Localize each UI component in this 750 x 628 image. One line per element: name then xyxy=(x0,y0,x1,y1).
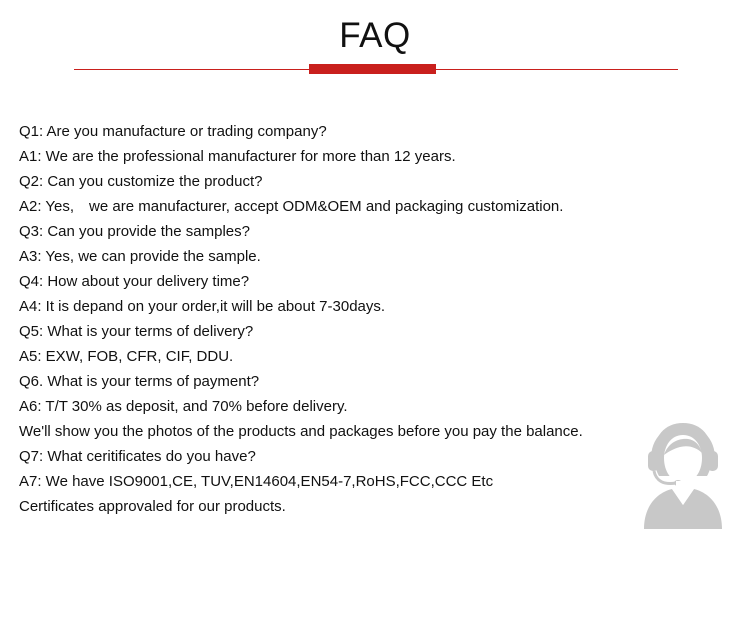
customer-service-agent-icon xyxy=(640,421,726,531)
faq-question-1: Q1: Are you manufacture or trading company? xyxy=(19,123,327,140)
faq-answer-7-note: Certificates approvaled for our products. xyxy=(19,498,286,515)
faq-answer-3: A3: Yes, we can provide the sample. xyxy=(19,248,261,265)
faq-question-3: Q3: Can you provide the samples? xyxy=(19,223,250,240)
faq-question-7: Q7: What ceritificates do you have? xyxy=(19,448,256,465)
faq-question-5: Q5: What is your terms of delivery? xyxy=(19,323,254,340)
faq-list xyxy=(19,119,659,519)
faq-answer-5: A5: EXW, FOB, CFR, CIF, DDU. xyxy=(19,348,234,365)
faq-answer-4: A4: It is depand on your order,it will be about 7-30days. xyxy=(19,298,386,315)
faq-answer-2: A2: Yes, we are manufacturer, accept ODM&OEM and packaging customization. xyxy=(19,198,564,215)
faq-answer-1: A1: We are the professional manufacturer for more than 12 years. xyxy=(19,148,456,165)
page-title: FAQ xyxy=(339,16,411,55)
faq-answer-6-note: We'll show you the photos of the products and packages before you pay the balance. xyxy=(19,423,583,440)
faq-answer-6: A6: T/T 30% as deposit, and 70% before delivery. xyxy=(19,398,348,415)
faq-question-2: Q2: Can you customize the product? xyxy=(19,173,263,190)
faq-answer-7: A7: We have ISO9001,CE, TUV,EN14604,EN54-7,RoHS,FCC,CCC Etc xyxy=(19,473,494,490)
faq-question-4: Q4: How about your delivery time? xyxy=(19,273,250,290)
title-divider-accent-bar xyxy=(309,64,436,74)
faq-question-6: Q6. What is your terms of payment? xyxy=(19,373,260,390)
